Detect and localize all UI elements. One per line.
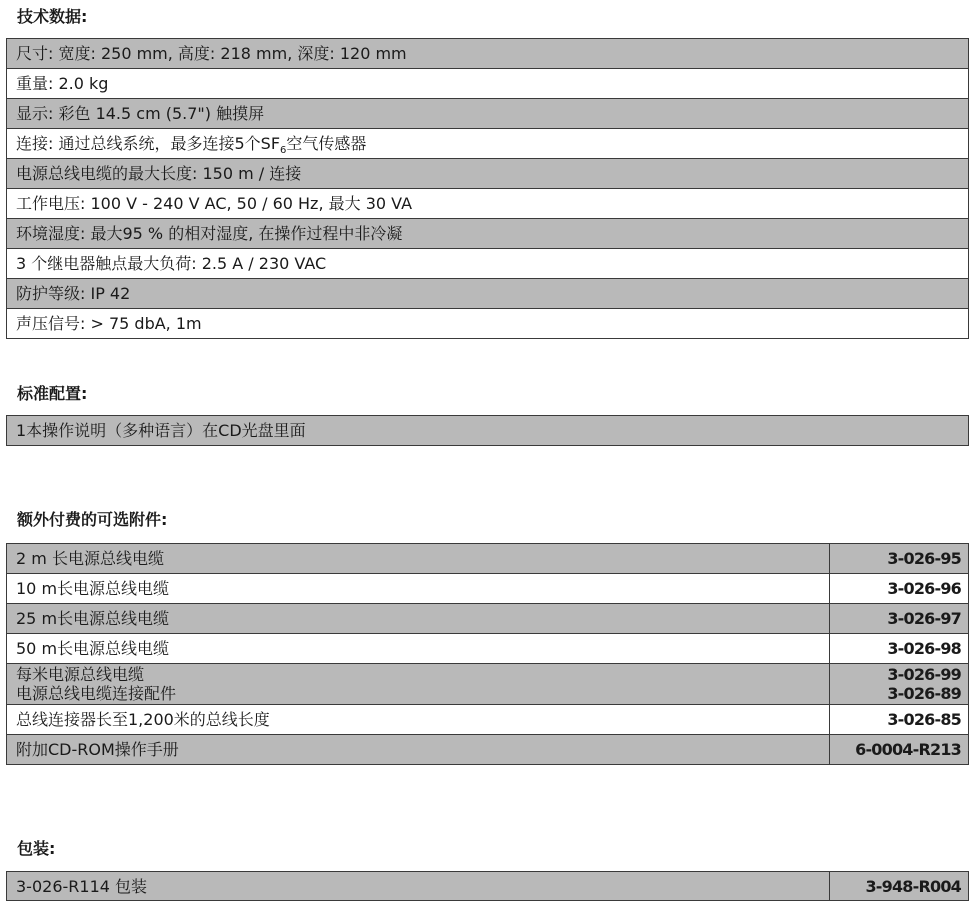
spec-cable-length: 电源总线电缆的最大长度: 150 m / 连接 — [7, 159, 969, 189]
standard-heading: 标准配置: — [17, 384, 88, 403]
table-row — [7, 309, 969, 339]
table-row — [7, 664, 969, 705]
specs-section — [6, 6, 969, 339]
table-row — [7, 189, 969, 219]
table-row — [7, 544, 969, 574]
table-row — [7, 39, 969, 69]
standard-section — [6, 383, 969, 446]
table-row — [7, 574, 969, 604]
table-row — [7, 634, 969, 664]
optional-code: 6-0004-R213 — [830, 735, 969, 765]
optional-code-line: 3-026-89 — [887, 684, 961, 703]
spec-humidity: 环境湿度: 最大95 % 的相对湿度, 在操作过程中非冷凝 — [7, 219, 969, 249]
packaging-code: 3-948-R004 — [830, 872, 969, 901]
specs-heading: 技术数据: — [17, 7, 88, 26]
spec-protection: 防护等级: IP 42 — [7, 279, 969, 309]
optional-label: 2 m 长电源总线电缆 — [7, 544, 830, 574]
spec-connection-text-end: 空气传感器 — [286, 134, 367, 153]
optional-label-line: 每米电源总线电缆 — [16, 665, 145, 684]
packaging-heading: 包装: — [17, 839, 56, 858]
table-row — [7, 249, 969, 279]
packaging-label: 3-026-R114 包装 — [7, 872, 830, 901]
optional-label-line: 电源总线电缆连接配件 — [16, 684, 177, 703]
packaging-table — [6, 871, 969, 901]
optional-table — [6, 543, 969, 765]
table-row — [7, 279, 969, 309]
spec-display: 显示: 彩色 14.5 cm (5.7") 触摸屏 — [7, 99, 969, 129]
spec-connection-text: 连接: 通过总线系统，最多连接5个SF — [16, 134, 281, 153]
spec-connection — [7, 129, 969, 159]
table-row — [7, 705, 969, 735]
optional-heading: 额外付费的可选附件: — [17, 510, 168, 529]
spec-sound: 声压信号: > 75 dbA, 1m — [7, 309, 969, 339]
table-row — [7, 129, 969, 159]
optional-code: 3-026-95 — [830, 544, 969, 574]
optional-label — [7, 664, 830, 705]
specs-table — [6, 38, 969, 339]
optional-code: 3-026-85 — [830, 705, 969, 735]
optional-section — [6, 509, 969, 765]
standard-item: 1本操作说明（多种语言）在CD光盘里面 — [7, 416, 969, 446]
table-row — [7, 99, 969, 129]
optional-code: 3-026-98 — [830, 634, 969, 664]
optional-code-line: 3-026-99 — [887, 665, 961, 684]
table-row — [7, 69, 969, 99]
optional-label: 总线连接器长至1,200米的总线长度 — [7, 705, 830, 735]
spec-relay: 3 个继电器触点最大负荷: 2.5 A / 230 VAC — [7, 249, 969, 279]
spec-voltage: 工作电压: 100 V - 240 V AC, 50 / 60 Hz, 最大 30 VA — [7, 189, 969, 219]
spec-connection-subscript: 6 — [280, 145, 287, 157]
optional-label: 10 m长电源总线电缆 — [7, 574, 830, 604]
table-row — [7, 872, 969, 901]
spec-dimensions: 尺寸: 宽度: 250 mm, 高度: 218 mm, 深度: 120 mm — [7, 39, 969, 69]
optional-label: 附加CD-ROM操作手册 — [7, 735, 830, 765]
table-row — [7, 604, 969, 634]
standard-table — [6, 415, 969, 446]
table-row — [7, 159, 969, 189]
optional-code: 3-026-97 — [830, 604, 969, 634]
table-row — [7, 735, 969, 765]
spec-weight: 重量: 2.0 kg — [7, 69, 969, 99]
packaging-section — [6, 838, 969, 901]
optional-code: 3-026-96 — [830, 574, 969, 604]
optional-code — [830, 664, 969, 705]
optional-label: 25 m长电源总线电缆 — [7, 604, 830, 634]
table-row — [7, 219, 969, 249]
optional-label: 50 m长电源总线电缆 — [7, 634, 830, 664]
table-row — [7, 416, 969, 446]
